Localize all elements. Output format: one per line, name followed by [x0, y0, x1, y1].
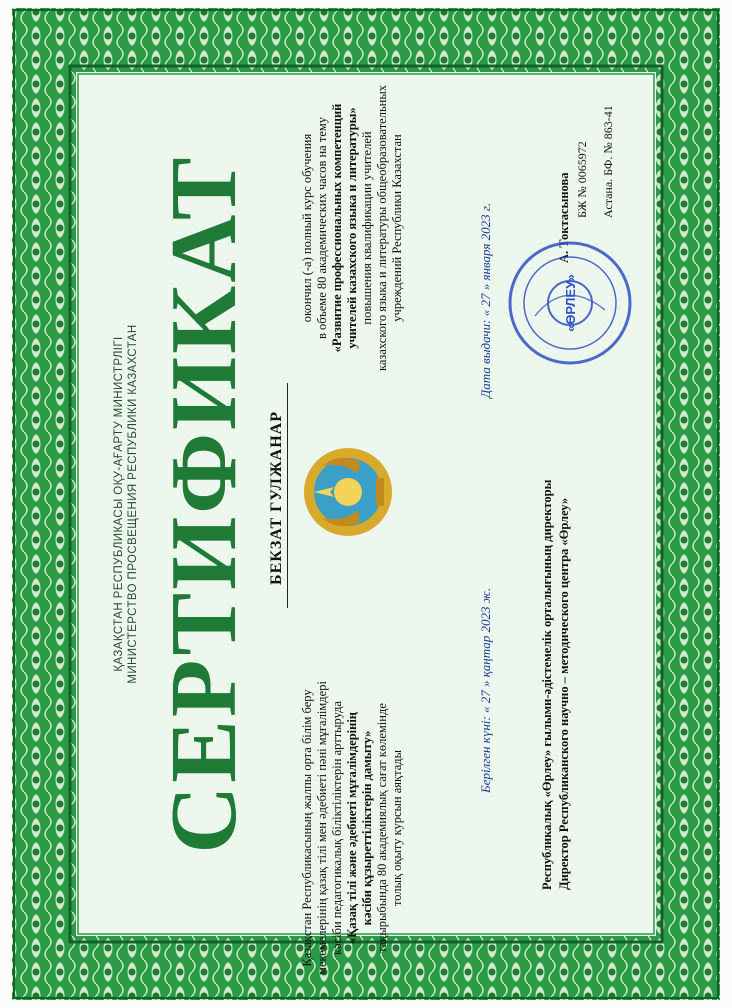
ru-line: учреждений Республики Казахстан: [390, 134, 404, 322]
kz-line: «Қазақ тілі және әдебиеті мұғалімдерінің: [345, 712, 359, 945]
ministry-header: [112, 0, 140, 1008]
kz-line: кәсіби құзыреттіліктерін дамыту»: [360, 730, 374, 926]
ru-line: повышения квалификации учителей: [360, 131, 374, 325]
ru-line: в объеме 80 академических часов на тему: [315, 116, 329, 340]
ru-line: окончил (-а) полный курс обучения: [300, 133, 314, 323]
kz-line: тақырыбында 80 академиялық сағат көлемінде: [375, 703, 389, 953]
recipient-name: БЕКЗАТ ГУЛЖАНАР: [268, 411, 285, 585]
registration-number: БЖ № 0065972: [575, 141, 589, 218]
director-name: А. Токтасынова: [557, 172, 571, 263]
kz-line: Қазақстан Республикасының жалпы орта білім беру: [300, 689, 314, 967]
seal-label: «ӨРЛЕУ»: [563, 274, 578, 332]
official-seal-icon: [505, 238, 635, 368]
signatory-title-kz: Республикалық «Өрлеу» ғылыми-әдістемелік орталығының директоры: [540, 479, 554, 890]
ru-line: учителей казахского языка и литературы»: [345, 107, 359, 349]
kz-line: мекемелерінің қазақ тілі мен әдебиеті пәні мұғалімдері: [315, 681, 329, 975]
branch-number: Астана. БФ. № 863-41: [601, 105, 615, 218]
ru-line: казахского языка и литературы общеобразовательных: [375, 85, 389, 371]
state-emblem-icon: [300, 444, 396, 540]
ministry-kz: ҚАЗАҚСТАН РЕСПУБЛИКАСЫ ОҚУ-АҒАРТУ МИНИСТРЛІГІ: [113, 336, 125, 672]
kz-line: толық оқыту курсын аяқтады: [390, 749, 404, 907]
issue-date-kz: Берілген күні: « 27 » қаңтар 2023 ж.: [478, 587, 493, 793]
ministry-ru: МИНИСТЕРСТВО ПРОСВЕЩЕНИЯ РЕСПУБЛИКИ КАЗАХСТАН: [127, 324, 139, 684]
name-underline: [287, 383, 288, 608]
certificate-title: СЕРТИФИКАТ: [152, 154, 256, 854]
issue-date-ru: Дата выдачи: « 27 » января 2023 г.: [478, 202, 493, 398]
ru-line: «Развитие профессиональных компетенций: [330, 103, 344, 353]
kz-line: кәсіби педагогикалық біліктіліктерін арттыруда: [330, 700, 344, 956]
signatory-title-ru: Директор Республиканского научно – методического центра «Өрлеу»: [557, 497, 571, 890]
russian-text-block: [300, 38, 405, 418]
